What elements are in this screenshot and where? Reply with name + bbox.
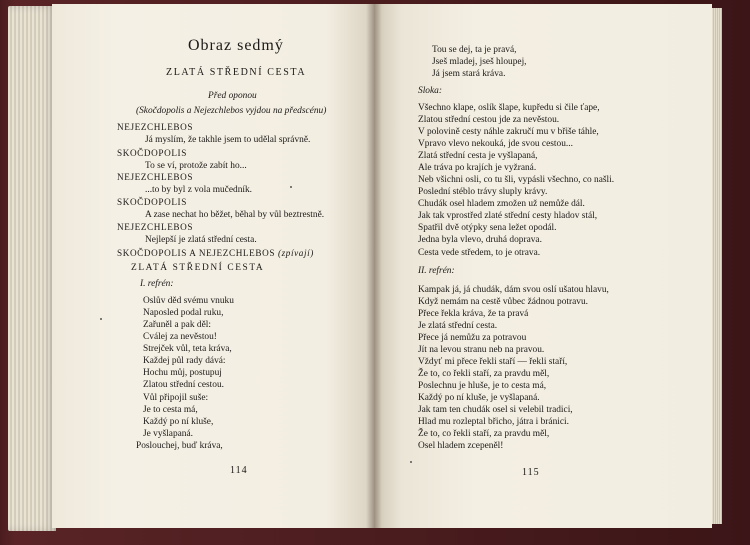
dialogue-line: Já myslím, že takhle jsem to udělal správně.: [145, 135, 311, 145]
ink-speck: [100, 318, 102, 320]
book-gutter: [366, 4, 382, 528]
sloka-line: Zlatou střední cestou jde za nevěstou.: [418, 115, 560, 125]
duet-direction: (zpívají): [277, 248, 314, 258]
verse-line: Oslův děd svému vnuku: [143, 296, 234, 306]
sloka-label: Sloka:: [418, 86, 442, 96]
page-edges-right: [712, 8, 722, 524]
sloka-line: Zlatá střední cesta je vyšlapaná,: [418, 151, 538, 161]
refrain-line: Jak tam ten chudák osel si velebil tradici,: [418, 405, 573, 415]
ink-speck: [290, 186, 292, 188]
verse-line: Naposled podal ruku,: [143, 308, 224, 318]
verse-line: Vůl připojil suše:: [143, 393, 209, 403]
page-number-right: 115: [522, 467, 540, 478]
sloka-line: Ale tráva po krajích je vyžraná.: [418, 163, 537, 173]
refrain-line: Vždyť mi přece řekli staří — řekli staří,: [418, 357, 568, 367]
refrain-line: Každý po ní kluše, je vyšlapaná.: [418, 393, 540, 403]
stage-direction: (Skočdopolis a Nejezchlebos vyjdou na předscénu): [136, 106, 327, 116]
speaker-name: SKOČDOPOLIS: [117, 197, 187, 207]
verse-line: Každej půl rady dává:: [143, 356, 226, 366]
verse-line: Poslouchej, buď kráva,: [136, 441, 223, 451]
refrain-line: Že to, co řekli staří, za pravdu měl,: [418, 369, 550, 379]
sloka-line: Jedna byla vlevo, druhá doprava.: [418, 235, 542, 245]
verse-line: Já jsem stará kráva.: [432, 69, 506, 79]
sloka-line: Poslední stéblo trávy sluply krávy.: [418, 187, 548, 197]
sloka-line: Spatřil dvě otýpky sena ležet opodál.: [418, 223, 557, 233]
stage-direction: Před oponou: [208, 91, 257, 101]
refrain-line: Přece řekla kráva, že ta pravá: [418, 309, 529, 319]
refrain-line: Osel hladem zcepeněl!: [418, 441, 504, 451]
refrain-line: Jít na levou stranu neb na pravou.: [418, 345, 545, 355]
dialogue-line: To se ví, protože zabít ho...: [145, 161, 247, 171]
verse-line: Zařuněl a pak děl:: [143, 320, 211, 330]
ink-speck: [410, 461, 412, 463]
verse-line: Jseš mladej, jseš hloupej,: [432, 57, 527, 67]
dialogue-line: ...to by byl z vola mučedník.: [145, 185, 253, 195]
speaker-name: NEJEZCHLEBOS: [117, 222, 194, 232]
verse-line: Je vyšlapaná.: [143, 429, 193, 439]
refrain-line: Přece já nemůžu za potravou: [418, 333, 527, 343]
dialogue-line: A zase nechat ho běžet, běhal by vůl beztrestně.: [145, 210, 325, 220]
refrain-line: Že to, co řekli staří, za pravdu měl,: [418, 429, 550, 439]
sloka-line: Chudák osel hladem zmožen už nemůže dál.: [418, 199, 585, 209]
chapter-subtitle: ZLATÁ STŘEDNÍ CESTA: [166, 67, 307, 78]
sloka-line: Cesta vede středem, to je otrava.: [418, 248, 541, 258]
refrain-line: Je zlatá střední cesta.: [418, 321, 498, 331]
refrain-line: Když nemám na cestě vůbec žádnou potravu.: [418, 297, 588, 307]
refrain-line: Poslechnu je hluše, je to cesta má,: [418, 381, 547, 391]
sloka-line: Všechno klape, oslík šlape, kupředu si čile ťape,: [418, 103, 600, 113]
speaker-name: NEJEZCHLEBOS: [117, 172, 194, 182]
sloka-line: V polovině cesty náhle zakručí mu v břiše táhle,: [418, 127, 599, 137]
refrain-label: II. refrén:: [418, 266, 455, 276]
verse-line: Tou se dej, ta je pravá,: [432, 45, 517, 55]
dialogue-line: Nejlepší je zlatá střední cesta.: [145, 235, 257, 245]
chapter-title: Obraz sedmý: [188, 37, 284, 54]
speaker-name: NEJEZCHLEBOS: [117, 122, 194, 132]
verse-line: Zlatou střední cestou.: [143, 380, 224, 390]
verse-line: Hochu můj, postupuj: [143, 368, 222, 378]
sloka-line: Jak tak vprostřed zlaté střední cesty hladov stál,: [418, 211, 598, 221]
song-title: ZLATÁ STŘEDNÍ CESTA: [131, 263, 265, 273]
sloka-line: Vpravo vlevo nekouká, jde svou cestou...: [418, 139, 573, 149]
refrain-label: I. refrén:: [140, 279, 174, 289]
refrain-line: Hlad mu rozleptal břicho, játra i bránici.: [418, 417, 569, 427]
duet-speakers-names: SKOČDOPOLIS A NEJEZCHLEBOS: [117, 248, 276, 258]
page-edges-left: [8, 6, 56, 531]
verse-line: Strejček vůl, teta kráva,: [143, 344, 232, 354]
speaker-name: SKOČDOPOLIS: [117, 148, 187, 158]
duet-speakers: [117, 248, 314, 259]
verse-line: Cválej za nevěstou!: [143, 332, 217, 342]
sloka-line: Neb všichni osli, co tu šli, vypásli všechno, co našli.: [418, 175, 615, 185]
page-number-left: 114: [230, 465, 248, 476]
verse-line: Každý po ní kluše,: [143, 417, 214, 427]
refrain-line: Kampak já, já chudák, dám svou oslí ušatou hlavu,: [418, 285, 609, 295]
verse-line: Je to cesta má,: [143, 405, 198, 415]
